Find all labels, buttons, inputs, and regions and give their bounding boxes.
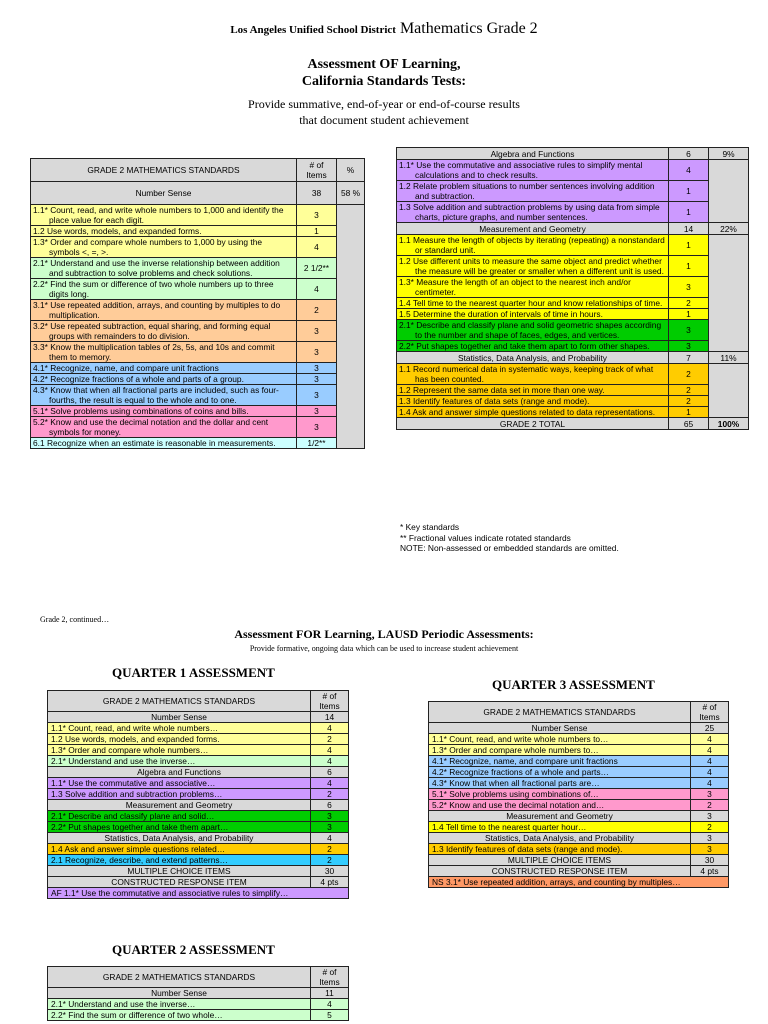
standard-description: 4.1* Recognize, name, and compare unit fractions: [31, 363, 297, 374]
standard-items: 4: [311, 745, 349, 756]
section-items: 3: [691, 833, 729, 844]
section-label: CONSTRUCTED RESPONSE ITEM: [48, 877, 311, 888]
section-label: MULTIPLE CHOICE ITEMS: [429, 855, 691, 866]
standard-description: 1.3* Order and compare whole numbers to…: [429, 745, 691, 756]
constructed-response-standard: NS 3.1* Use repeated addition, arrays, and counting by multiples…: [429, 877, 729, 888]
standard-items: 2: [311, 789, 349, 800]
standard-row: [397, 407, 749, 418]
section-label: Measurement and Geometry: [48, 800, 311, 811]
section-label: Statistics, Data Analysis, and Probability: [397, 352, 669, 364]
standard-items: 4: [311, 723, 349, 734]
standard-row: [48, 855, 349, 866]
percent-filler: [709, 364, 749, 418]
standard-row: [31, 342, 365, 363]
standard-row: [31, 385, 365, 406]
standard-row: [48, 745, 349, 756]
section-row: [429, 855, 729, 866]
total-percent: 100%: [709, 418, 749, 430]
standard-description: 4.2* Recognize fractions of a whole and parts…: [429, 767, 691, 778]
standard-row: [31, 321, 365, 342]
standard-items: 2: [311, 855, 349, 866]
standard-description: 1.1* Use the commutative and associative rules to simplify mental calculations and to check results.: [397, 160, 669, 181]
percent-filler: [337, 205, 365, 449]
standard-items: 3: [297, 385, 337, 406]
section-label: Statistics, Data Analysis, and Probability: [48, 833, 311, 844]
standard-items: 2: [669, 385, 709, 396]
section-row: [429, 833, 729, 844]
section-row: [48, 712, 349, 723]
standard-description: 4.3* Know that when all fractional parts are included, such as four-fourths, the result is equal to the whole and to one.: [31, 385, 297, 406]
section-row: [48, 877, 349, 888]
standard-items: 3: [669, 341, 709, 352]
standard-items: 4: [311, 756, 349, 767]
standard-row: [48, 756, 349, 767]
standard-row: [31, 258, 365, 279]
section-items: 25: [691, 723, 729, 734]
quarter1-title: QUARTER 1 ASSESSMENT: [112, 665, 275, 680]
standard-items: 3: [311, 822, 349, 833]
standard-items: 1: [297, 226, 337, 237]
section-label: Statistics, Data Analysis, and Probability: [429, 833, 691, 844]
section-items: 30: [311, 866, 349, 877]
standard-row: [48, 778, 349, 789]
section-items: 7: [669, 352, 709, 364]
standard-row: [31, 417, 365, 438]
standard-row: [48, 811, 349, 822]
section-label: Number Sense: [48, 712, 311, 723]
section-percent: 11%: [709, 352, 749, 364]
continued-label: Grade 2, continued…: [40, 615, 110, 624]
standard-items: 4: [691, 756, 729, 767]
standard-row: [397, 160, 749, 181]
standard-row: [31, 279, 365, 300]
section-items: 6: [311, 767, 349, 778]
standard-row: [397, 320, 749, 341]
standard-description: 2.1* Understand and use the inverse relationship between addition and subtraction to solve problems and check solutions.: [31, 258, 297, 279]
standard-items: 2: [297, 300, 337, 321]
standard-description: 1.3 Identify features of data sets (range and mode).: [429, 844, 691, 855]
subject-title: Mathematics Grade 2: [399, 20, 538, 37]
standard-description: 1.1 Measure the length of objects by iterating (repeating) a nonstandard or standard unit.: [397, 235, 669, 256]
standard-row: [397, 385, 749, 396]
standard-items: 3: [297, 374, 337, 385]
section-items: 4 pts: [311, 877, 349, 888]
standard-description: 1.4 Tell time to the nearest quarter hour…: [429, 822, 691, 833]
standard-row: [397, 277, 749, 298]
page-header: [0, 20, 768, 38]
col-header-standards: GRADE 2 MATHEMATICS STANDARDS: [429, 702, 691, 723]
standard-description: 1.1 Record numerical data in systematic ways, keeping track of what has been counted.: [397, 364, 669, 385]
standard-row: [397, 181, 749, 202]
quarter2-table: [47, 966, 349, 1021]
standard-row: [429, 844, 729, 855]
standard-row: [397, 298, 749, 309]
standard-items: 5: [311, 1010, 349, 1021]
standard-description: 2.2* Put shapes together and take them apart…: [48, 822, 311, 833]
section-row: [429, 723, 729, 734]
quarter2-title: QUARTER 2 ASSESSMENT: [112, 942, 275, 957]
standard-row: [31, 226, 365, 237]
section-items: 3: [691, 811, 729, 822]
subtitle-line-2: that document student achievement: [299, 113, 469, 127]
standard-description: 1.2 Use words, models, and expanded forms.: [31, 226, 297, 237]
quarter-header-row: [48, 691, 349, 712]
standard-description: 4.3* Know that when all fractional parts are…: [429, 778, 691, 789]
standard-items: 3: [297, 205, 337, 226]
standard-description: 1.1* Use the commutative and associative…: [48, 778, 311, 789]
section-items: 30: [691, 855, 729, 866]
constructed-response-standard: AF 1.1* Use the commutative and associative rules to simplify…: [48, 888, 349, 899]
standard-row: [31, 438, 365, 449]
section-label: Number Sense: [429, 723, 691, 734]
section-label: CONSTRUCTED RESPONSE ITEM: [429, 866, 691, 877]
note-key-standards: * Key standards: [400, 522, 460, 532]
quarter-header-row: [48, 967, 349, 988]
right-standards-table: [396, 147, 749, 430]
standard-items: 3: [297, 406, 337, 417]
section-percent: 9%: [709, 148, 749, 160]
standard-description: 1.2 Use words, models, and expanded forms.: [48, 734, 311, 745]
constructed-response-row: [48, 888, 349, 899]
standard-row: [397, 396, 749, 407]
standard-items: 4: [311, 999, 349, 1010]
standard-items: 1: [669, 309, 709, 320]
col-header-standards: GRADE 2 MATHEMATICS STANDARDS: [48, 967, 311, 988]
percent-filler: [709, 235, 749, 352]
standard-row: [429, 734, 729, 745]
standard-row: [429, 745, 729, 756]
section-label: Number Sense: [48, 988, 311, 999]
total-label: GRADE 2 TOTAL: [397, 418, 669, 430]
standard-row: [429, 767, 729, 778]
standard-description: 1.1* Count, read, and write whole numbers to…: [429, 734, 691, 745]
standard-row: [429, 756, 729, 767]
assessment-of-subtitle: [0, 96, 768, 128]
standard-description: 2.1* Describe and classify plane and solid…: [48, 811, 311, 822]
subtitle-line-1: Provide summative, end-of-year or end-of-course results: [248, 97, 520, 111]
section-row: [397, 352, 749, 364]
standard-row: [31, 374, 365, 385]
standard-description: 1.3 Identify features of data sets (range and mode).: [397, 396, 669, 407]
standard-row: [429, 822, 729, 833]
section-row: [429, 866, 729, 877]
col-header-standards: GRADE 2 MATHEMATICS STANDARDS: [48, 691, 311, 712]
standard-description: 1.2 Relate problem situations to number sentences involving addition and subtraction.: [397, 181, 669, 202]
standard-description: 3.2* Use repeated subtraction, equal sharing, and forming equal groups with remainders to do division.: [31, 321, 297, 342]
standard-row: [31, 300, 365, 321]
standard-description: 1.3* Order and compare whole numbers to 1,000 by using the symbols <, =, >.: [31, 237, 297, 258]
standard-row: [397, 256, 749, 277]
section-row: [48, 988, 349, 999]
col-header-items: # of Items: [311, 691, 349, 712]
standard-description: 1.4 Ask and answer simple questions related to data representations.: [397, 407, 669, 418]
section-items: 6: [311, 800, 349, 811]
standard-row: [429, 800, 729, 811]
section-items: 11: [311, 988, 349, 999]
standard-items: 2: [669, 364, 709, 385]
standard-description: 1.5 Determine the duration of intervals of time in hours.: [397, 309, 669, 320]
standard-row: [48, 999, 349, 1010]
standard-items: 1: [669, 235, 709, 256]
left-header-row: [31, 159, 365, 182]
section-row: [429, 811, 729, 822]
section-label: Algebra and Functions: [48, 767, 311, 778]
section-label: Measurement and Geometry: [429, 811, 691, 822]
standard-row: [397, 364, 749, 385]
standard-items: 4: [691, 778, 729, 789]
col-header-percent: %: [337, 159, 365, 182]
section-items: 4 pts: [691, 866, 729, 877]
standard-items: 4: [297, 279, 337, 300]
title-line-1: Assessment OF Learning,: [307, 57, 461, 72]
section-row: [397, 148, 749, 160]
standard-description: 5.2* Know and use the decimal notation and…: [429, 800, 691, 811]
standard-description: 2.1* Describe and classify plane and solid geometric shapes according to the number and shape of faces, edges, and vertices.: [397, 320, 669, 341]
section-row: [48, 767, 349, 778]
standard-row: [31, 237, 365, 258]
standard-row: [48, 723, 349, 734]
assessment-of-title: [0, 56, 768, 90]
col-header-standards: GRADE 2 MATHEMATICS STANDARDS: [31, 159, 297, 182]
standard-items: 4: [691, 767, 729, 778]
section-label: Algebra and Functions: [397, 148, 669, 160]
standard-row: [429, 789, 729, 800]
standard-description: 1.3 Solve addition and subtraction problems by using data from simple charts, picture graphs, and number sentences.: [397, 202, 669, 223]
standard-items: 4: [669, 160, 709, 181]
section-items: 4: [311, 833, 349, 844]
standard-description: 2.1 Recognize, describe, and extend patterns…: [48, 855, 311, 866]
section-row: [48, 866, 349, 877]
standard-row: [31, 363, 365, 374]
percent-filler: [709, 160, 749, 223]
col-header-items: # of Items: [691, 702, 729, 723]
standard-items: 3: [297, 321, 337, 342]
standard-description: 1.4 Ask and answer simple questions related…: [48, 844, 311, 855]
standard-items: 3: [669, 320, 709, 341]
section-percent: 58 %: [337, 182, 365, 205]
title-line-2: California Standards Tests:: [301, 74, 467, 89]
total-row: [397, 418, 749, 430]
section-label: Number Sense: [31, 182, 297, 205]
standard-items: 3: [691, 789, 729, 800]
standard-description: 2.2* Put shapes together and take them apart to form other shapes.: [397, 341, 669, 352]
section-label: Measurement and Geometry: [397, 223, 669, 235]
assessment-for-subtitle: Provide formative, ongoing data which can be used to increase student achievement: [249, 644, 519, 653]
left-standards-table: [30, 158, 365, 449]
standard-description: 3.1* Use repeated addition, arrays, and counting by multiples to do multiplication.: [31, 300, 297, 321]
section-row-number-sense: [31, 182, 365, 205]
standard-items: 3: [297, 417, 337, 438]
standard-row: [397, 202, 749, 223]
standard-items: 4: [297, 237, 337, 258]
section-items: 6: [669, 148, 709, 160]
standard-items: 1: [669, 202, 709, 223]
district-name: Los Angeles Unified School District: [230, 24, 396, 36]
standard-row: [48, 1010, 349, 1021]
standard-items: 2: [691, 800, 729, 811]
standard-items: 2 1/2**: [297, 258, 337, 279]
table-notes: [400, 522, 619, 554]
standard-row: [48, 734, 349, 745]
section-row: [397, 223, 749, 235]
quarter3-table: [428, 701, 729, 888]
section-items: 14: [669, 223, 709, 235]
standard-row: [31, 205, 365, 226]
standard-items: 1/2**: [297, 438, 337, 449]
standard-row: [397, 309, 749, 320]
standard-items: 1: [669, 181, 709, 202]
standard-row: [48, 822, 349, 833]
assessment-for-title: Assessment FOR Learning, LAUSD Periodic Assessments:: [234, 627, 534, 641]
standard-items: 4: [691, 745, 729, 756]
total-items: 65: [669, 418, 709, 430]
standard-items: 3: [297, 342, 337, 363]
section-percent: 22%: [709, 223, 749, 235]
standard-description: 1.2 Use different units to measure the same object and predict whether the measure will be greater or smaller when a different unit is used.: [397, 256, 669, 277]
quarter-header-row: [429, 702, 729, 723]
standard-items: 2: [311, 844, 349, 855]
standard-items: 1: [669, 407, 709, 418]
standard-items: 4: [691, 734, 729, 745]
standard-items: 2: [669, 298, 709, 309]
standard-description: 6.1 Recognize when an estimate is reasonable in measurements.: [31, 438, 297, 449]
standard-row: [429, 778, 729, 789]
section-items: 14: [311, 712, 349, 723]
standard-description: 2.2* Find the sum or difference of two whole numbers up to three digits long.: [31, 279, 297, 300]
standard-description: 1.4 Tell time to the nearest quarter hour and know relationships of time.: [397, 298, 669, 309]
standard-items: 2: [691, 822, 729, 833]
standard-description: 5.2* Know and use the decimal notation and the dollar and cent symbols for money.: [31, 417, 297, 438]
note-omitted: NOTE: Non-assessed or embedded standards are omitted.: [400, 543, 619, 553]
standard-row: [48, 789, 349, 800]
standard-description: 5.1* Solve problems using combinations of coins and bills.: [31, 406, 297, 417]
standard-description: 1.3* Measure the length of an object to the nearest inch and/or centimeter.: [397, 277, 669, 298]
standard-description: 1.2 Represent the same data set in more than one way.: [397, 385, 669, 396]
standard-description: 5.1* Solve problems using combinations of…: [429, 789, 691, 800]
standard-items: 4: [311, 778, 349, 789]
section-items: 38: [297, 182, 337, 205]
standard-items: 3: [691, 844, 729, 855]
standard-items: 3: [311, 811, 349, 822]
standard-row: [48, 844, 349, 855]
section-label: MULTIPLE CHOICE ITEMS: [48, 866, 311, 877]
standard-description: 1.3* Order and compare whole numbers…: [48, 745, 311, 756]
standard-row: [397, 235, 749, 256]
col-header-items: # of Items: [297, 159, 337, 182]
standard-items: 1: [669, 256, 709, 277]
standard-description: 1.3 Solve addition and subtraction problems…: [48, 789, 311, 800]
standard-description: 2.2* Find the sum or difference of two whole…: [48, 1010, 311, 1021]
standard-description: 4.2* Recognize fractions of a whole and parts of a group.: [31, 374, 297, 385]
col-header-items: # of Items: [311, 967, 349, 988]
standard-description: 3.3* Know the multiplication tables of 2s, 5s, and 10s and commit them to memory.: [31, 342, 297, 363]
standard-items: 3: [297, 363, 337, 374]
quarter1-table: [47, 690, 349, 899]
standard-row: [31, 406, 365, 417]
standard-description: 4.1* Recognize, name, and compare unit fractions: [429, 756, 691, 767]
standard-items: 2: [311, 734, 349, 745]
section-row: [48, 833, 349, 844]
standard-items: 3: [669, 277, 709, 298]
standard-description: 1.1* Count, read, and write whole numbers…: [48, 723, 311, 734]
standard-description: 1.1* Count, read, and write whole numbers to 1,000 and identify the place value for each digit.: [31, 205, 297, 226]
section-row: [48, 800, 349, 811]
standard-description: 2.1* Understand and use the inverse…: [48, 756, 311, 767]
standard-description: 2.1* Understand and use the inverse…: [48, 999, 311, 1010]
constructed-response-row: [429, 877, 729, 888]
note-fractional: ** Fractional values indicate rotated standards: [400, 532, 571, 543]
quarter3-title: QUARTER 3 ASSESSMENT: [492, 677, 655, 692]
standard-items: 2: [669, 396, 709, 407]
standard-row: [397, 341, 749, 352]
